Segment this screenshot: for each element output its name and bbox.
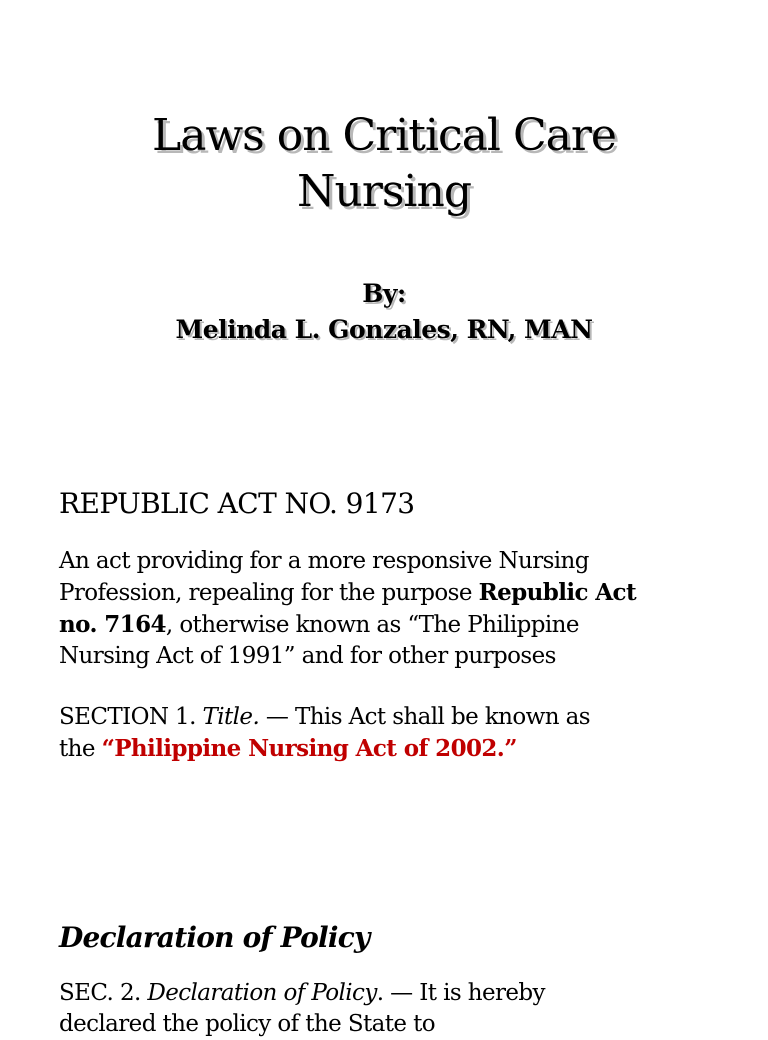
author-name: Melinda L. Gonzales, RN, MAN xyxy=(175,315,593,344)
section-2-line-2: declared the policy of the State to xyxy=(59,1011,435,1037)
section-1-line-1 xyxy=(59,702,749,733)
section-1-prefix: SECTION 1. xyxy=(59,704,203,730)
act-name: “Philippine Nursing Act of 2002.” xyxy=(101,735,517,762)
title-slide xyxy=(0,0,768,460)
section-1-rest: — This Act shall be known as xyxy=(259,704,590,730)
desc-line-1: An act providing for a more responsive Nursing xyxy=(59,548,589,574)
section-1-line-2 xyxy=(59,733,749,765)
desc-line-4: Nursing Act of 1991” and for other purposes xyxy=(59,643,556,669)
desc-line-3-text: , otherwise known as “The Philippine xyxy=(165,612,579,638)
section-1 xyxy=(59,702,749,765)
title-line-2: Nursing xyxy=(296,166,472,217)
section-2-line-1 xyxy=(59,978,749,1009)
byline xyxy=(0,276,768,348)
title-line-1: Laws on Critical Care xyxy=(152,110,616,161)
section-1-title-word: Title. xyxy=(202,704,260,730)
declaration-heading: Declaration of Policy xyxy=(59,921,370,954)
republic-act-heading: REPUBLIC ACT NO. 9173 xyxy=(59,487,415,520)
section-2-prefix: SEC. 2. xyxy=(59,980,148,1006)
desc-line-2 xyxy=(59,577,749,609)
declaration-slide xyxy=(59,916,749,1040)
desc-line-3 xyxy=(59,609,749,641)
section-2 xyxy=(59,978,749,1040)
republic-act-slide xyxy=(59,482,749,765)
section-2-title: Declaration of Policy xyxy=(147,980,377,1006)
byline-by: By: xyxy=(362,279,406,308)
section-1-line-2-text: the xyxy=(59,736,102,762)
document-title xyxy=(0,108,768,220)
act-number-ref: no. 7164 xyxy=(59,611,166,638)
republic-act-description xyxy=(59,546,749,672)
republic-act-ref: Republic Act xyxy=(478,579,636,606)
desc-line-2-text: Profession, repealing for the purpose xyxy=(59,580,479,606)
section-2-rest: . — It is hereby xyxy=(376,980,545,1006)
